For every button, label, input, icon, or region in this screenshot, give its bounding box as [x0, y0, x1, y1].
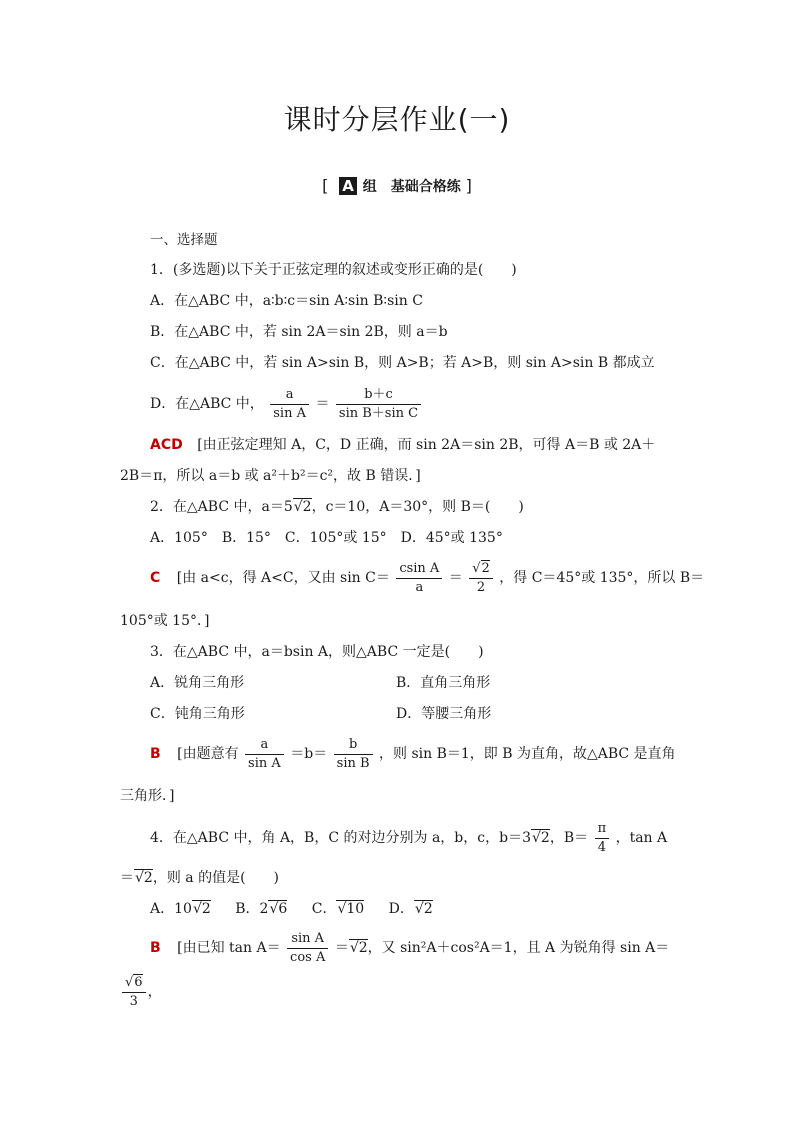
sqrt-sign: √ [293, 499, 303, 515]
sqrt-value: 2 [302, 499, 312, 515]
fraction-denominator: 3 [129, 993, 138, 1009]
fraction-numerator: sin A [287, 930, 328, 949]
fraction-numerator: b [334, 736, 373, 755]
q3-option-c: C．钝角三角形 [150, 706, 245, 722]
fraction-numerator: a [270, 386, 309, 405]
q4-stem-line-2 [120, 868, 279, 888]
q3-explanation-fraction-2 [334, 736, 373, 773]
sqrt-radicand [293, 498, 312, 515]
q1-option-d-fraction-2 [336, 386, 421, 423]
sqrt-value: 2 [201, 901, 211, 917]
q2-explanation-line-2: 105°或 15°．] [120, 613, 210, 629]
fraction-numerator: csin A [396, 560, 442, 579]
q2-explanation-end: ，得 C＝45°或 135°，所以 B＝ [499, 570, 705, 586]
q2-explanation-fraction-1 [396, 560, 442, 597]
q1-explanation-text: [由正弦定理知 A，C，D 正确，而 sin 2A＝sin 2B，可得 A＝B 或 2A＋ [197, 437, 656, 453]
q4-explanation-fraction [287, 930, 328, 967]
sqrt-radicand [192, 900, 211, 917]
q1-option-c: C．在△ABC 中，若 sin A>sin B，则 A>B；若 A>B，则 sin A>sin B 都成立 [150, 355, 655, 371]
group-label: 组 基础合格练 [362, 179, 461, 195]
option-prefix: A．10 [150, 901, 192, 917]
q2-stem-end: ，c＝10，A＝30°，则 B＝( ) [311, 499, 524, 515]
q2-options: A．105° B．15° C．105°或 15° D．45°或 135° [150, 530, 503, 546]
q1-explanation-line-2: 2B＝π，所以 a＝b 或 a²＋b²＝c²，故 B 错误．] [120, 468, 421, 484]
fraction-denominator: 2 [476, 579, 486, 595]
q2-stem [150, 497, 524, 517]
sqrt-sign: √ [531, 830, 541, 846]
sqrt-radicand [134, 869, 153, 886]
sqrt-radicand [414, 900, 433, 917]
fraction-denominator: sin A [273, 405, 306, 421]
q4-option-d [389, 901, 433, 917]
sqrt-sign: √ [135, 870, 144, 886]
q3-explanation-line-1 [150, 734, 676, 774]
sqrt-radicand [268, 900, 287, 917]
equals-sign: ＝ [448, 570, 463, 586]
group-badge: A [339, 177, 357, 195]
fraction-denominator: sin B [336, 755, 370, 771]
option-prefix: C． [311, 901, 337, 917]
q3-answer: B [150, 746, 161, 762]
sqrt-value: 6 [134, 974, 143, 990]
option-prefix: D． [388, 901, 414, 917]
q3-explanation-line-2: 三角形．] [120, 788, 175, 804]
q2-explanation-line-1 [150, 558, 704, 598]
fraction-denominator: sin B＋sin C [338, 405, 419, 421]
sqrt-value: 6 [278, 901, 288, 917]
equals-sign: ＝ [315, 396, 330, 412]
q4-stem [150, 818, 667, 858]
sqrt-value: 2 [481, 560, 490, 576]
q1-answer: ACD [150, 437, 183, 453]
q3-option-a: A．锐角三角形 [150, 675, 245, 691]
q2-answer: C [150, 570, 161, 586]
q4-stem-end: ，tan A [615, 830, 668, 846]
sqrt-value: 2 [540, 830, 550, 846]
q1-stem: 1．(多选题)以下关于正弦定理的叙述或变形正确的是( ) [150, 262, 517, 278]
q3-option-b: B．直角三角形 [396, 675, 491, 691]
sqrt-value: 10 [346, 901, 365, 917]
q3-explanation-end: ，则 sin B＝1，即 B 为直角，故△ABC 是直角 [379, 746, 676, 762]
q3-explanation-start: [由题意有 [177, 746, 239, 762]
q3-explanation-fraction-1 [245, 736, 284, 773]
q4-stem-start: 4．在△ABC 中，角 A，B，C 的对边分别为 a，b，c，b＝3 [150, 830, 531, 846]
group-bracket-open: [ [322, 176, 329, 195]
fraction-denominator: 4 [597, 839, 606, 855]
q2-stem-start: 2．在△ABC 中，a＝5 [150, 499, 293, 515]
sqrt-value: 2 [423, 901, 433, 917]
sqrt-sign: √ [269, 901, 279, 917]
fraction-numerator: a [245, 736, 284, 755]
q4-explanation-tail: ， [147, 984, 162, 1000]
q4-stem-fraction [595, 820, 610, 857]
q4-options [150, 899, 433, 919]
fraction-denominator: sin A [248, 755, 281, 771]
page-title: 课时分层作业(一) [283, 103, 511, 136]
fraction-numerator: b＋c [336, 386, 421, 405]
q4-option-a [150, 900, 211, 917]
sqrt-value: 2 [143, 870, 153, 886]
sqrt-sign: √ [337, 901, 347, 917]
group-bracket-close: ] [465, 176, 472, 195]
q1-explanation-line-1 [150, 435, 655, 455]
q1-option-a: A．在△ABC 中，a∶b∶c＝sin A∶sin B∶sin C [150, 293, 423, 309]
sqrt-radicand [531, 829, 550, 846]
q3-stem: 3．在△ABC 中，a＝bsin A，则△ABC 一定是( ) [150, 644, 484, 660]
q3-option-d: D．等腰三角形 [396, 706, 492, 722]
sqrt-sign: √ [472, 560, 481, 576]
q1-option-d [150, 384, 423, 424]
fraction-denominator: a [415, 579, 424, 595]
q2-explanation-start: [由 a<c，得 A<C，又由 sin C＝ [176, 570, 390, 586]
sqrt-radicand [349, 939, 368, 956]
q4-explanation-end: ，又 sin²A＋cos²A＝1，且 A 为锐角得 sin A＝ [367, 940, 670, 956]
section-heading: 一、选择题 [150, 232, 218, 248]
sqrt-sign: √ [414, 901, 424, 917]
fraction-numerator [469, 560, 493, 579]
fraction-denominator: cos A [290, 949, 326, 965]
q1-option-d-fraction-1 [270, 386, 309, 423]
fraction-numerator [122, 974, 146, 993]
q4-explanation-fraction-2 [122, 974, 146, 1011]
option-prefix: B．2 [235, 901, 269, 917]
q4-explanation-line-2 [120, 972, 162, 1012]
equals-sign: ＝ [334, 940, 349, 956]
sqrt-sign: √ [349, 940, 359, 956]
q4-explanation-line-1 [150, 928, 669, 968]
sqrt-sign: √ [125, 974, 134, 990]
q1-option-d-prefix: D．在△ABC 中， [150, 396, 264, 412]
q2-explanation-fraction-2 [469, 560, 493, 597]
q3-explanation-middle: ＝b＝ [290, 746, 328, 762]
q4-option-b [235, 901, 287, 917]
q1-option-b: B．在△ABC 中，若 sin 2A＝sin 2B，则 a＝b [150, 324, 448, 340]
sqrt-sign: √ [192, 901, 202, 917]
q4-line2-end: ，则 a 的值是( ) [152, 870, 280, 886]
sqrt-value: 2 [358, 940, 368, 956]
fraction-numerator: π [595, 820, 610, 839]
group-heading [0, 176, 794, 196]
sqrt-radicand [336, 900, 364, 917]
q4-line2-start: ＝ [120, 870, 134, 886]
q4-option-c [312, 901, 364, 917]
q4-explanation-start: [由已知 tan A＝ [177, 940, 281, 956]
q4-stem-mid: ，B＝ [549, 830, 589, 846]
q4-answer: B [150, 940, 161, 956]
